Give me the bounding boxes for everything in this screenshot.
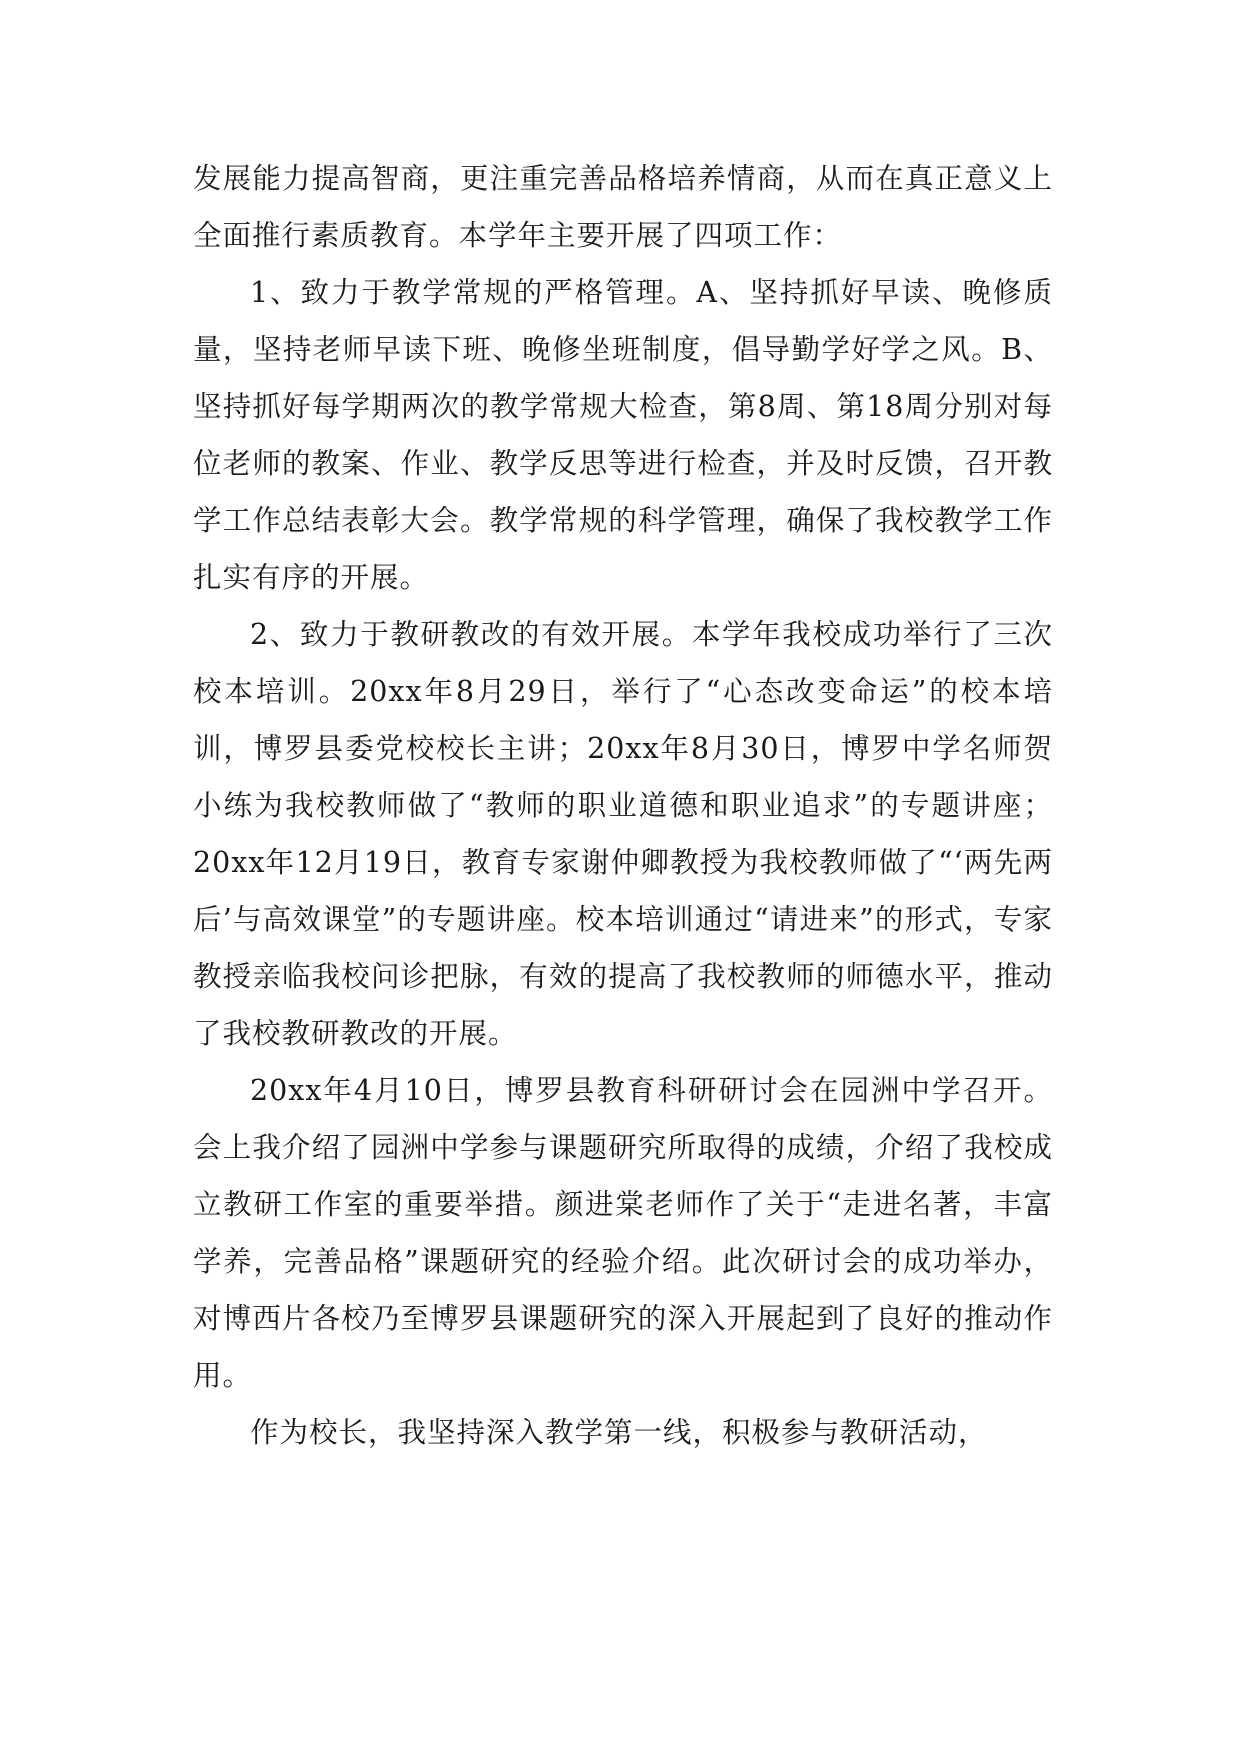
paragraph-principal-role: 作为校长，我坚持深入教学第一线，积极参与教研活动， [250, 1416, 988, 1449]
paragraph-teaching-research: 2、致力于教研教改的有效开展。本学年我校成功举行了三次校本培训。20xx年8月29日，举行了“心态改变命运”的校本培训，博罗县委党校校长主讲；20xx年8月30日，博罗中学名师贺小练为我校教师做了“教师的职业道德和职业追求”的专题讲座；20xx年12月19日，教育专家谢仲卿教授为我校教师做了“‘两先两后’与高效课堂”的专题讲座。校本培训通过“请进来”的形式，专家教授亲临我校问诊把脉，有效的提高了我校教师的师德水平，推动了我校教研教改的开展。 [193, 618, 1053, 1050]
document-body [193, 150, 1053, 1461]
paragraph-continuation: 发展能力提高智商，更注重完善品格培养情商，从而在真正意义上全面推行素质教育。本学年主要开展了四项工作： [193, 162, 1053, 252]
paragraph-teaching-routine: 1、致力于教学常规的严格管理。A、坚持抓好早读、晚修质量，坚持老师早读下班、晚修坐班制度，倡导勤学好学之风。B、坚持抓好每学期两次的教学常规大检查，第8周、第18周分别对每位老师的教案、作业、教学反思等进行检查，并及时反馈，召开教学工作总结表彰大会。教学常规的科学管理，确保了我校教学工作扎实有序的开展。 [193, 276, 1053, 594]
paragraph-research-seminar: 20xx年4月10日，博罗县教育科研研讨会在园洲中学召开。会上我介绍了园洲中学参与课题研究所取得的成绩，介绍了我校成立教研工作室的重要举措。颜进棠老师作了关于“走进名著，丰富学养，完善品格”课题研究的经验介绍。此次研讨会的成功举办，对博西片各校乃至博罗县课题研究的深入开展起到了良好的推动作用。 [193, 1074, 1053, 1392]
